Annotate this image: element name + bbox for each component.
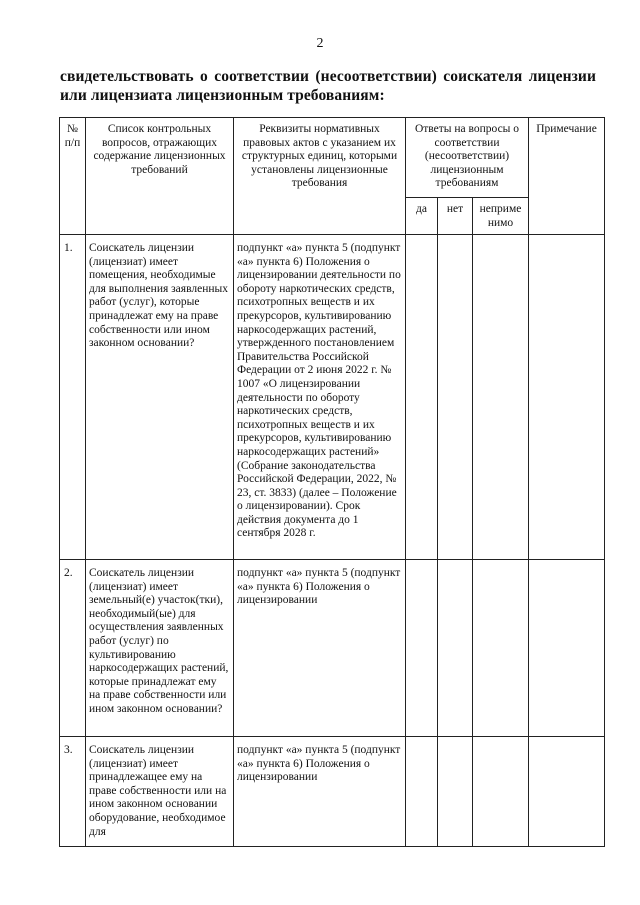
license-requirements-table	[59, 117, 605, 847]
note-cell	[529, 737, 605, 847]
row-num: 1.	[60, 235, 86, 560]
header-not-applicable: неприме нимо	[473, 198, 529, 235]
header-questions: Список контрольных вопросов, отражающих содержание лицензионных требований	[86, 118, 234, 235]
answer-no-cell	[438, 560, 473, 737]
row-requisite: подпункт «а» пункта 5 (подпункт «а» пункта 6) Положения о лицензировании деятельности по обороту наркотических средств, психотропных веществ и их прекурсоров, культивированию наркосодержащих растений, утвержденного постановлением Правительства Российской Федерации от 2 июня 2022 г. № 1007 «О лицензировании деятельности по обороту наркотических средств, психотропных веществ и их прекурсоров, культивированию наркосодержащих растений» (Собрание законодательства Российской Федерации, 2022, № 23, ст. 3833) (далее – Положение о лицензировании). Срок действия документа до 1 сентября 2028 г.	[234, 235, 406, 560]
table-header-row	[60, 118, 605, 198]
row-question: Соискатель лицензии (лицензиат) имеет земельный(е) участок(тки), необходимый(ые) для осуществления заявленных работ (услуг) по культивированию наркосодержащих растений, которые принадлежат ему на праве собственности или ином законном основании?	[86, 560, 234, 737]
answer-no-cell	[438, 737, 473, 847]
row-num: 2.	[60, 560, 86, 737]
intro-paragraph: свидетельствовать о соответствии (несоответствии) соискателя лицензии или лицензиата лицензионным требованиям:	[60, 68, 596, 104]
header-answers: Ответы на вопросы о соответствии (несоответствии) лицензионным требованиям	[406, 118, 529, 198]
answer-na-cell	[473, 235, 529, 560]
answer-yes-cell	[406, 560, 438, 737]
row-requisite: подпункт «а» пункта 5 (подпункт «а» пункта 6) Положения о лицензировании	[234, 560, 406, 737]
header-note: Примечание	[529, 118, 605, 235]
table-row	[60, 737, 605, 847]
answer-yes-cell	[406, 737, 438, 847]
answer-na-cell	[473, 560, 529, 737]
row-question: Соискатель лицензии (лицензиат) имеет принадлежащее ему на праве собственности или на ином законном основании оборудование, необходимое для	[86, 737, 234, 847]
answer-na-cell	[473, 737, 529, 847]
page-number: 2	[316, 36, 324, 51]
header-yes: да	[406, 198, 438, 235]
header-requisites: Реквизиты нормативных правовых актов с указанием их структурных единиц, которыми установлены лицензионные требования	[234, 118, 406, 235]
row-requisite: подпункт «а» пункта 5 (подпункт «а» пункта 6) Положения о лицензировании	[234, 737, 406, 847]
answer-yes-cell	[406, 235, 438, 560]
answer-no-cell	[438, 235, 473, 560]
row-question: Соискатель лицензии (лицензиат) имеет помещения, необходимые для выполнения заявленных работ (услуг), которые принадлежат ему на праве собственности или ином законном основании?	[86, 235, 234, 560]
table-row	[60, 235, 605, 560]
header-num: № п/п	[60, 118, 86, 235]
note-cell	[529, 560, 605, 737]
header-no: нет	[438, 198, 473, 235]
table-row	[60, 560, 605, 737]
row-num: 3.	[60, 737, 86, 847]
note-cell	[529, 235, 605, 560]
